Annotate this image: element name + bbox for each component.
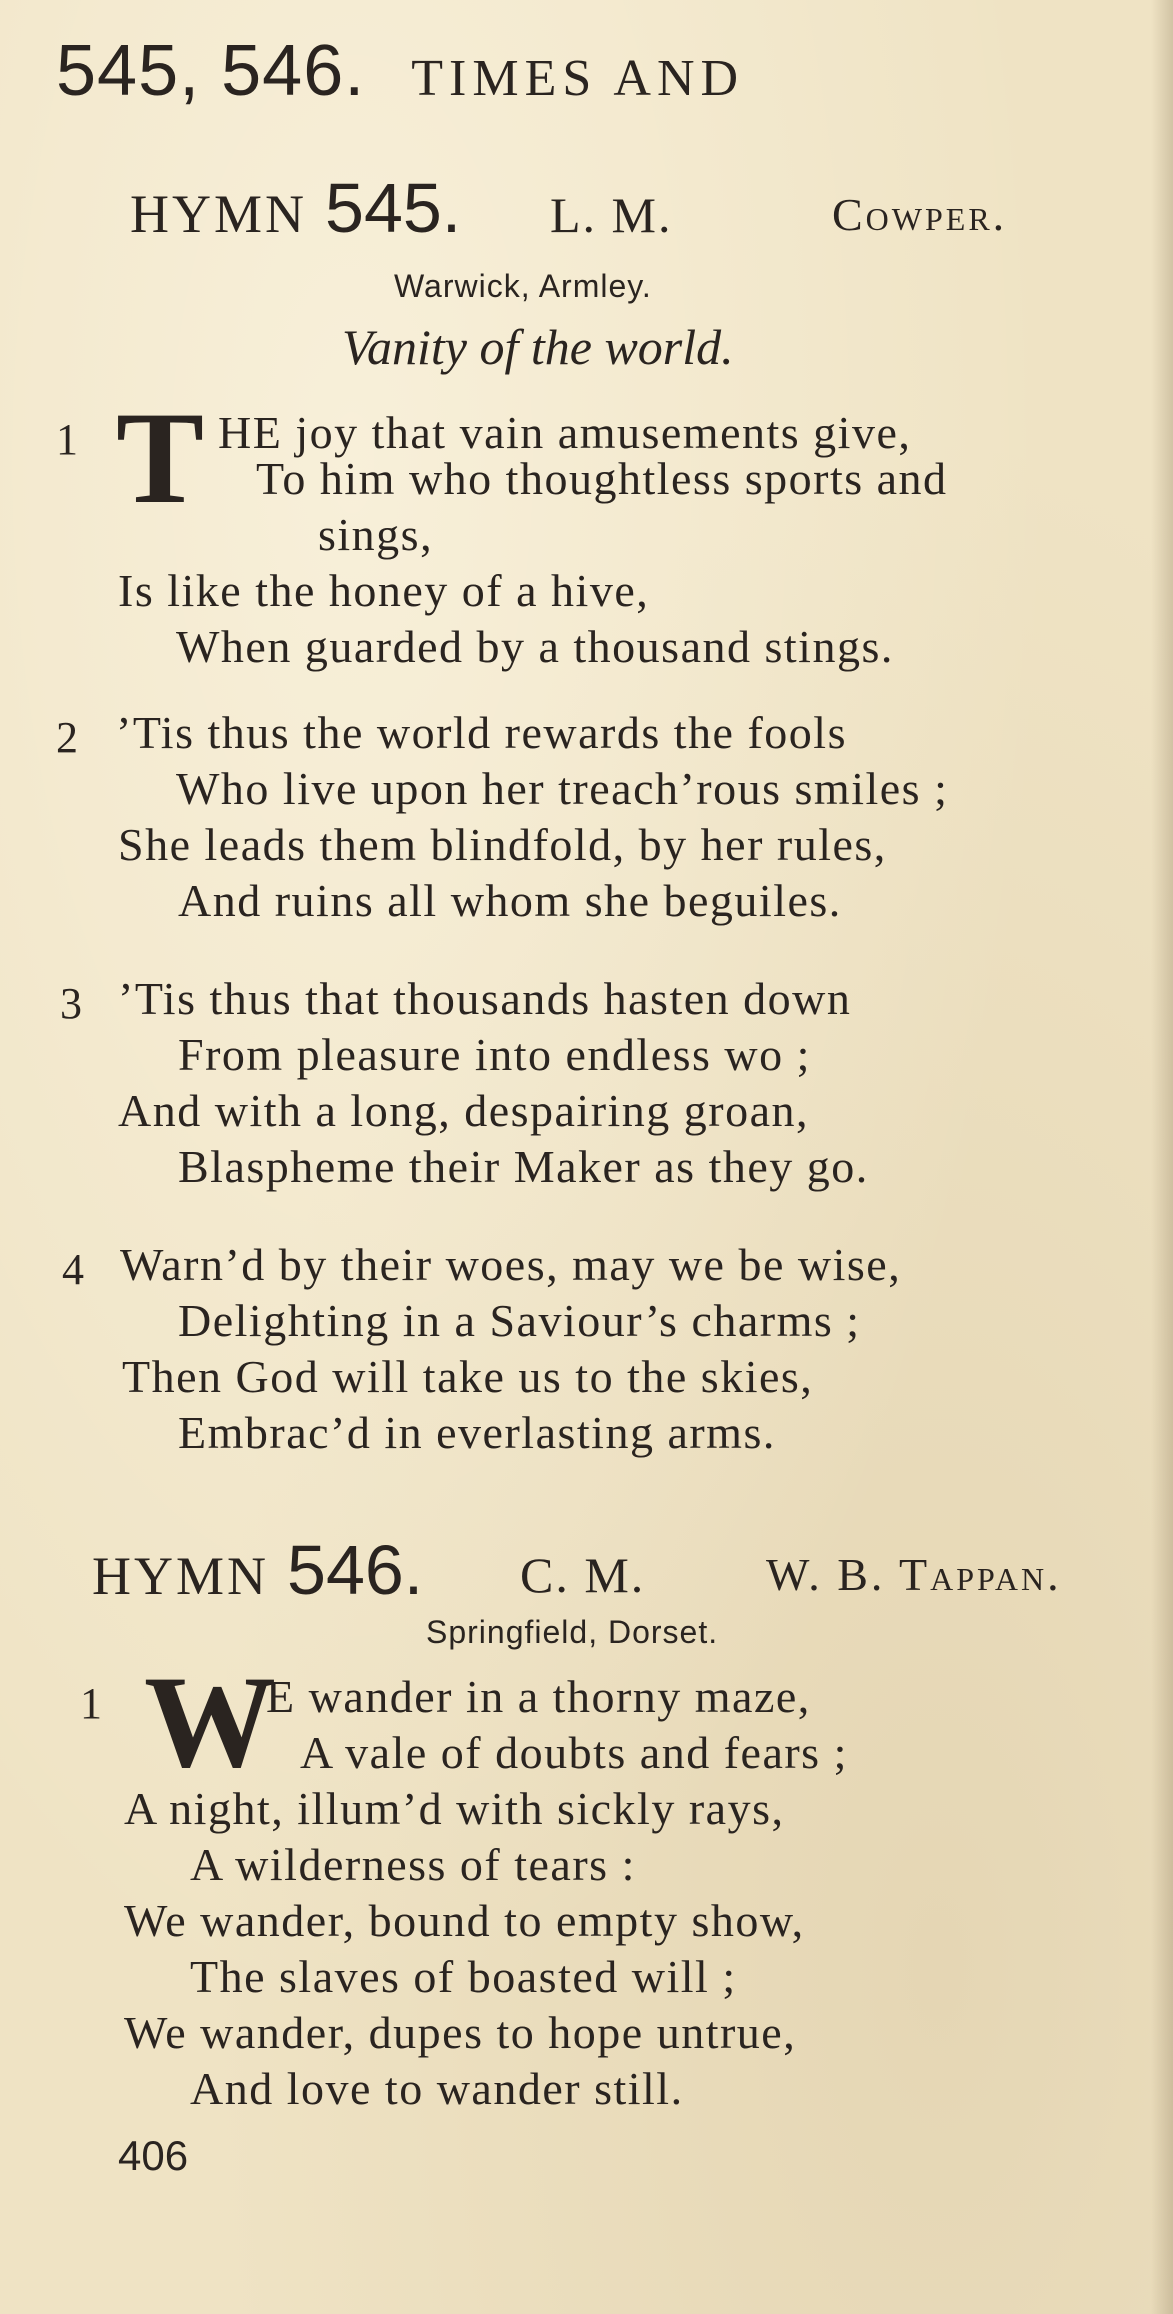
hymn-545-meter: L. M.: [550, 187, 673, 243]
hymn-545-v4-line-1: Warn’d by their woes, may we be wise,: [120, 1239, 902, 1290]
hymn-546-meter-wrap: [520, 1546, 645, 1604]
running-head-numbers: 545, 546.: [56, 31, 366, 111]
hymn-545-v4-line-3: Then God will take us to the skies,: [122, 1351, 814, 1402]
hymn-545-v3-line-3: And with a long, despairing groan,: [118, 1085, 810, 1136]
hymn-546-v1-line-3: A night, illum’d with sickly rays,: [124, 1783, 785, 1834]
hymn-545-v4-line-2: Delighting in a Saviour’s charms ;: [178, 1295, 861, 1346]
hymn-545-v1-line-5: When guarded by a thousand stings.: [176, 621, 894, 672]
hymn-545-verse-2-number: 2: [56, 713, 78, 762]
hymn-546-author-wrap: [766, 1548, 1062, 1601]
hymn-545-subject: Vanity of the world.: [342, 319, 734, 375]
hymn-546-heading: [92, 1530, 423, 1610]
hymn-546-verse-1-number: 1: [80, 1679, 102, 1728]
hymn-545-v4-line-4: Embrac’d in everlasting arms.: [178, 1407, 776, 1458]
hymn-546-label: HYMN: [92, 1546, 270, 1606]
hymn-545-v3-line-4: Blaspheme their Maker as they go.: [178, 1141, 869, 1192]
hymn-546-v1-line-1: E wander in a thorny maze,: [266, 1671, 811, 1722]
hymn-545-v2-line-1: ’Tis thus the world rewards the fools: [116, 707, 847, 758]
hymn-545-v3-line-1: ’Tis thus that thousands hasten down: [118, 973, 852, 1024]
hymn-545-verse-4-number: 4: [62, 1245, 84, 1294]
hymn-545-heading: [130, 168, 461, 248]
hymn-545-v1-line-1: HE joy that vain amusements give,: [218, 407, 912, 458]
running-head-title: TIMES AND: [411, 50, 745, 107]
hymn-546-drop-cap: W: [144, 1648, 276, 1795]
hymn-545-number: 545.: [325, 169, 462, 247]
hymn-545-v2-line-2: Who live upon her treach’rous smiles ;: [176, 763, 949, 814]
hymn-546-number: 546.: [287, 1531, 424, 1609]
running-head: [56, 30, 744, 112]
hymn-545-meter-wrap: [550, 186, 673, 244]
hymn-545-v1-line-4: Is like the honey of a hive,: [118, 565, 650, 616]
hymn-545-v1-line-3: sings,: [318, 509, 434, 560]
hymn-545-v2-line-3: She leads them blindfold, by her rules,: [118, 819, 887, 870]
hymn-546-tunes: Springfield, Dorset.: [426, 1614, 719, 1650]
hymn-545-author-wrap: [832, 188, 1007, 241]
hymn-545-author: Cowper.: [832, 189, 1008, 240]
hymn-545-v1-line-2: To him who thoughtless sports and: [256, 453, 948, 504]
hymn-546-v1-line-5: We wander, bound to empty show,: [124, 1895, 805, 1946]
hymn-545-tunes: Warwick, Armley.: [394, 268, 652, 304]
hymn-545-verse-1-number: 1: [56, 415, 78, 464]
hymn-545-drop-cap: T: [116, 384, 205, 531]
hymn-546-v1-line-2: A vale of doubts and fears ;: [300, 1727, 848, 1778]
hymn-546-v1-line-7: We wander, dupes to hope untrue,: [124, 2007, 797, 2058]
hymn-546-author: W. B. Tappan.: [766, 1549, 1062, 1600]
page-number: 406: [118, 2132, 189, 2179]
hymn-545-v2-line-4: And ruins all whom she beguiles.: [178, 875, 842, 926]
page-edge-shadow: [1151, 0, 1173, 2314]
hymn-545-label: HYMN: [130, 184, 308, 244]
hymn-546-v1-line-4: A wilderness of tears :: [190, 1839, 636, 1890]
hymn-545-verse-3-number: 3: [60, 979, 82, 1028]
hymn-546-meter: C. M.: [520, 1547, 646, 1603]
hymn-545-v3-line-2: From pleasure into endless wo ;: [178, 1029, 811, 1080]
hymn-546-v1-line-6: The slaves of boasted will ;: [190, 1951, 737, 2002]
hymn-546-v1-line-8: And love to wander still.: [190, 2063, 684, 2114]
